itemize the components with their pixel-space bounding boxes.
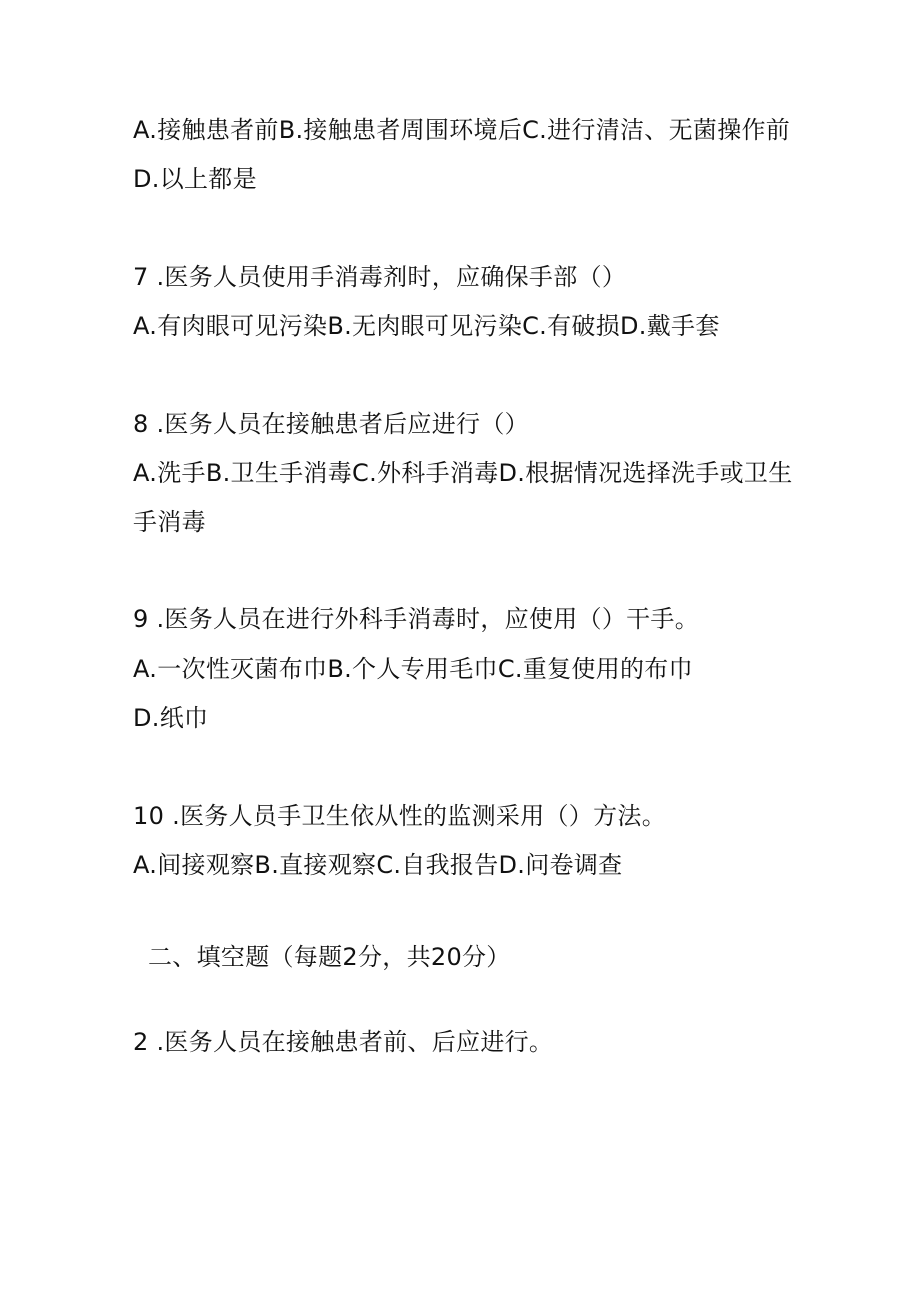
- question-9-options-line-1: A.一次性灭菌布巾B.个人专用毛巾C.重复使用的布巾: [133, 655, 693, 683]
- question-10-text: 10 .医务人员手卫生依从性的监测采用（）方法。: [133, 802, 666, 830]
- question-6-options-line-1: A.接触患者前B.接触患者周围环境后C.进行清洁、无菌操作前: [133, 116, 791, 144]
- question-9-options-line-2: D.纸巾: [133, 704, 209, 732]
- question-7-options: A.有肉眼可见污染B.无肉眼可见污染C.有破损D.戴手套: [133, 312, 720, 340]
- question-8-text: 8 .医务人员在接触患者后应进行（）: [133, 410, 529, 438]
- question-8-options-line-1: A.洗手B.卫生手消毒C.外科手消毒D.根据情况选择洗手或卫生: [133, 459, 793, 487]
- fill-in-question-2: 2 .医务人员在接触患者前、后应进行。: [133, 1028, 554, 1056]
- question-8-options-line-2: 手消毒: [133, 508, 206, 536]
- section-two-heading: 二、填空题（每题2分，共20分）: [148, 943, 511, 971]
- question-6-options-line-2: D.以上都是: [133, 165, 257, 193]
- question-7-text: 7 .医务人员使用手消毒剂时，应确保手部（）: [133, 263, 627, 291]
- question-9-text: 9 .医务人员在进行外科手消毒时，应使用（）干手。: [133, 605, 700, 633]
- question-10-options: A.间接观察B.直接观察C.自我报告D.问卷调查: [133, 851, 623, 879]
